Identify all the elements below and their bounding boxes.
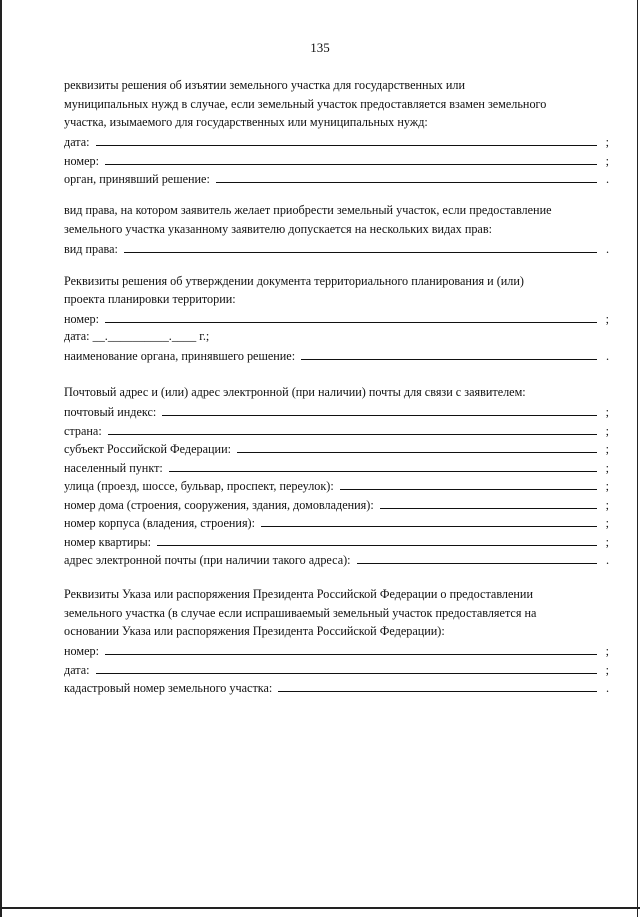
field-end: .	[605, 349, 609, 363]
input-line[interactable]	[105, 654, 597, 655]
paragraph-line: реквизиты решения об изъятии земельного участка для государственных или	[64, 78, 466, 92]
paragraph-line: участка, изымаемого для государственных или муниципальных нужд:	[64, 115, 428, 129]
page-border-left	[0, 0, 2, 917]
field-label: номер квартиры:	[64, 534, 152, 549]
field-end: ;	[605, 423, 609, 438]
field-end: ;	[605, 460, 609, 475]
paragraph-line: Реквизиты Указа или распоряжения Президента Российской Федерации о предоставлении	[64, 587, 533, 601]
field-planning-organ[interactable]	[64, 346, 609, 365]
form-content	[64, 76, 609, 696]
input-line[interactable]	[237, 452, 597, 453]
input-line[interactable]	[96, 145, 597, 146]
field-label: страна:	[64, 423, 102, 438]
input-line[interactable]	[301, 359, 597, 360]
section-planning-decision	[64, 272, 609, 365]
field-planning-number[interactable]	[64, 309, 609, 328]
paragraph-line: земельного участка указанному заявителю допускается на нескольких видах прав:	[64, 221, 492, 236]
section-postal-address	[64, 383, 609, 568]
input-line[interactable]	[278, 691, 597, 692]
field-label: кадастровый номер земельного участка:	[64, 681, 273, 695]
field-planning-date[interactable]: дата: __.__________.____ г.;	[64, 329, 210, 343]
field-country[interactable]	[64, 420, 609, 439]
page-border-bottom	[0, 907, 640, 909]
field-apartment-number[interactable]	[64, 531, 609, 550]
input-line[interactable]	[108, 434, 597, 435]
field-label: населенный пункт:	[64, 460, 163, 475]
section-presidential-decree	[64, 585, 609, 696]
field-label: улица (проезд, шоссе, бульвар, проспект, переулок):	[64, 479, 334, 493]
field-label: дата:	[64, 662, 90, 677]
paragraph-line: земельного участка (в случае если испрашиваемый земельный участок предоставляется на	[64, 605, 537, 620]
input-line[interactable]	[357, 563, 597, 564]
field-end: ;	[605, 442, 609, 456]
field-region[interactable]	[64, 439, 609, 458]
page-border-right	[637, 0, 638, 917]
section-right-type	[64, 201, 609, 257]
field-label: почтовый индекс:	[64, 405, 157, 419]
field-cadastral-number[interactable]	[64, 678, 609, 697]
section-land-seizure	[64, 76, 609, 187]
field-end: ;	[605, 516, 609, 530]
field-end: ;	[605, 405, 609, 419]
field-end: .	[605, 241, 609, 256]
field-right-type[interactable]	[64, 238, 609, 257]
field-decree-number[interactable]	[64, 641, 609, 660]
field-end: .	[605, 172, 609, 186]
field-label: субъект Российской Федерации:	[64, 442, 231, 456]
paragraph-line: проекта планировки территории:	[64, 292, 236, 306]
field-end: ;	[605, 312, 609, 326]
field-end: ;	[605, 662, 609, 677]
field-email[interactable]	[64, 550, 609, 569]
field-postal-index[interactable]	[64, 402, 609, 421]
paragraph-line: вид права, на котором заявитель желает приобрести земельный участок, если предоставление	[64, 203, 552, 217]
field-locality[interactable]	[64, 457, 609, 476]
field-label: номер:	[64, 644, 99, 658]
field-seizure-date[interactable]	[64, 132, 609, 151]
field-decree-date[interactable]	[64, 659, 609, 678]
section-title: Почтовый адрес и (или) адрес электронной (при наличии) почты для связи с заявителем:	[64, 385, 526, 399]
input-line[interactable]	[169, 471, 597, 472]
field-seizure-number[interactable]	[64, 150, 609, 169]
field-end: ;	[605, 644, 609, 658]
paragraph-line: Реквизиты решения об утверждении документа территориального планирования и (или)	[64, 273, 524, 288]
field-end: ;	[605, 153, 609, 168]
input-line[interactable]	[105, 164, 597, 165]
field-label: адрес электронной почты (при наличии такого адреса):	[64, 553, 351, 567]
input-line[interactable]	[261, 526, 597, 527]
field-house-number[interactable]	[64, 494, 609, 513]
input-line[interactable]	[380, 508, 597, 509]
field-label: вид права:	[64, 241, 118, 256]
field-street[interactable]	[64, 476, 609, 495]
field-label: номер:	[64, 312, 99, 326]
field-end: ;	[605, 479, 609, 493]
input-line[interactable]	[216, 182, 597, 183]
field-label: номер корпуса (владения, строения):	[64, 516, 255, 530]
field-building-number[interactable]	[64, 513, 609, 532]
input-line[interactable]	[340, 489, 597, 490]
input-line[interactable]	[124, 252, 597, 253]
input-line[interactable]	[162, 415, 597, 416]
input-line[interactable]	[96, 673, 597, 674]
field-label: дата:	[64, 135, 90, 149]
field-label: номер дома (строения, сооружения, здания, домовладения):	[64, 497, 374, 512]
input-line[interactable]	[105, 322, 597, 323]
paragraph-line: муниципальных нужд в случае, если земельный участок предоставляется взамен земельного	[64, 96, 547, 111]
field-end: ;	[605, 497, 609, 512]
field-seizure-organ[interactable]	[64, 169, 609, 188]
input-line[interactable]	[157, 545, 597, 546]
field-label: орган, принявший решение:	[64, 172, 210, 186]
field-end: ;	[605, 135, 609, 149]
field-end: .	[605, 553, 609, 567]
page-number: 135	[310, 40, 330, 55]
field-label: наименование органа, принявшего решение:	[64, 349, 296, 363]
paragraph-line: основании Указа или распоряжения Президента Российской Федерации):	[64, 624, 445, 638]
field-end: .	[605, 681, 609, 695]
field-end: ;	[605, 534, 609, 549]
field-label: номер:	[64, 153, 99, 168]
